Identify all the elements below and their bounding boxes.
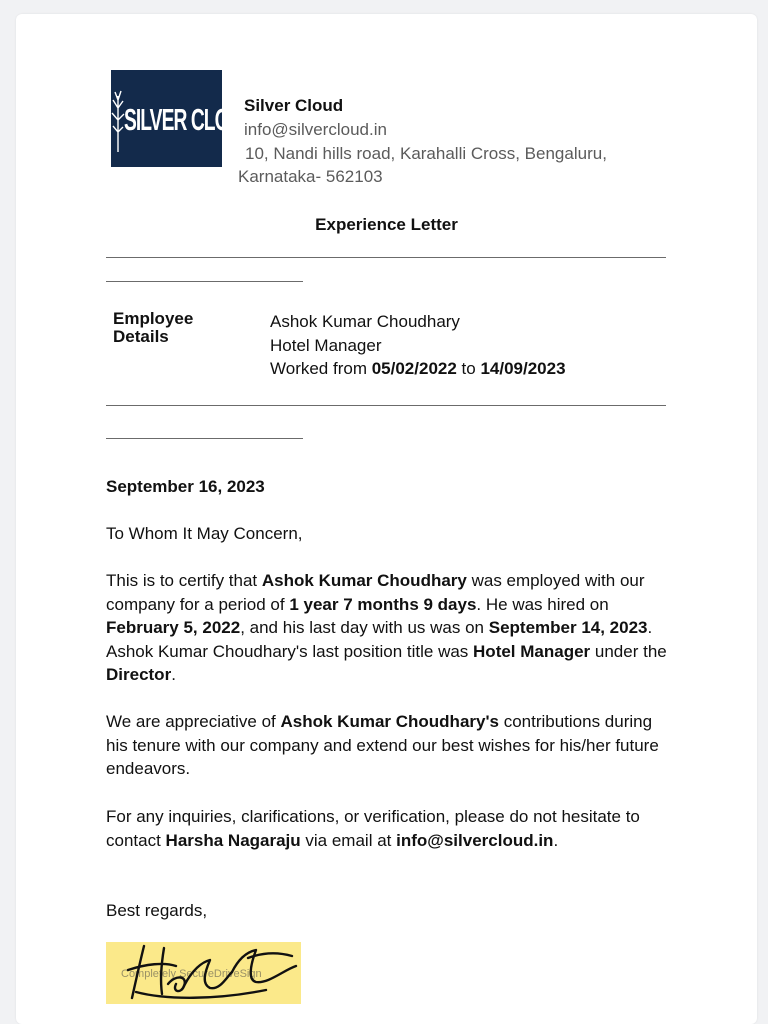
- letter-date: September 16, 2023: [106, 477, 265, 496]
- paragraph-certification: This is to certify that Ashok Kumar Choudhary was employed with our company for a period of 1 year 7 months 9 days. He was hired on February 5, 2022, and his last day with us was on September 14, 2023. Ashok Kumar Choudhary's last position title was Hotel Manager under the Director.: [106, 571, 667, 685]
- start-date: 05/02/2022: [371, 359, 457, 378]
- company-address-line1: 10, Nandi hills road, Karahalli Cross, Bengaluru,: [245, 144, 607, 163]
- end-date: 14/09/2023: [480, 359, 566, 378]
- divider: [106, 438, 303, 439]
- company-logo: [111, 70, 255, 167]
- document-title: Experience Letter: [315, 215, 458, 234]
- divider: [106, 405, 666, 406]
- company-email: info@silvercloud.in: [244, 120, 387, 139]
- company-address-line2: Karnataka- 562103: [238, 167, 383, 186]
- divider: [106, 281, 303, 282]
- section-label-employee-details: Employee Details: [113, 309, 194, 346]
- company-name: Silver Cloud: [244, 96, 344, 115]
- logo-text: SILVER CLOUD: [124, 102, 255, 137]
- signature-block: [106, 942, 301, 1004]
- employment-period: Worked from 05/02/2022 to 14/09/2023: [270, 359, 566, 378]
- handwritten-signature: [106, 922, 301, 1004]
- letter-page: [16, 14, 757, 1024]
- closing: Best regards,: [106, 901, 208, 920]
- signature-stamp-text: Completely SecureDriveSign: [121, 968, 262, 980]
- paragraph-appreciation: We are appreciative of Ashok Kumar Choudhary's contributions during his tenure with our company and extend our best wishes for his/her future endeavors.: [106, 712, 659, 779]
- contact-email: info@silvercloud.in: [396, 830, 554, 850]
- employee-name: Ashok Kumar Choudhary: [270, 312, 460, 331]
- employee-position: Hotel Manager: [270, 336, 382, 355]
- salutation: To Whom It May Concern,: [106, 524, 303, 543]
- paragraph-contact: For any inquiries, clarifications, or verification, please do not hesitate to contact Harsha Nagaraju via email at info@silvercloud.in.: [106, 807, 640, 850]
- divider: [106, 257, 666, 258]
- tree-icon: [112, 88, 124, 152]
